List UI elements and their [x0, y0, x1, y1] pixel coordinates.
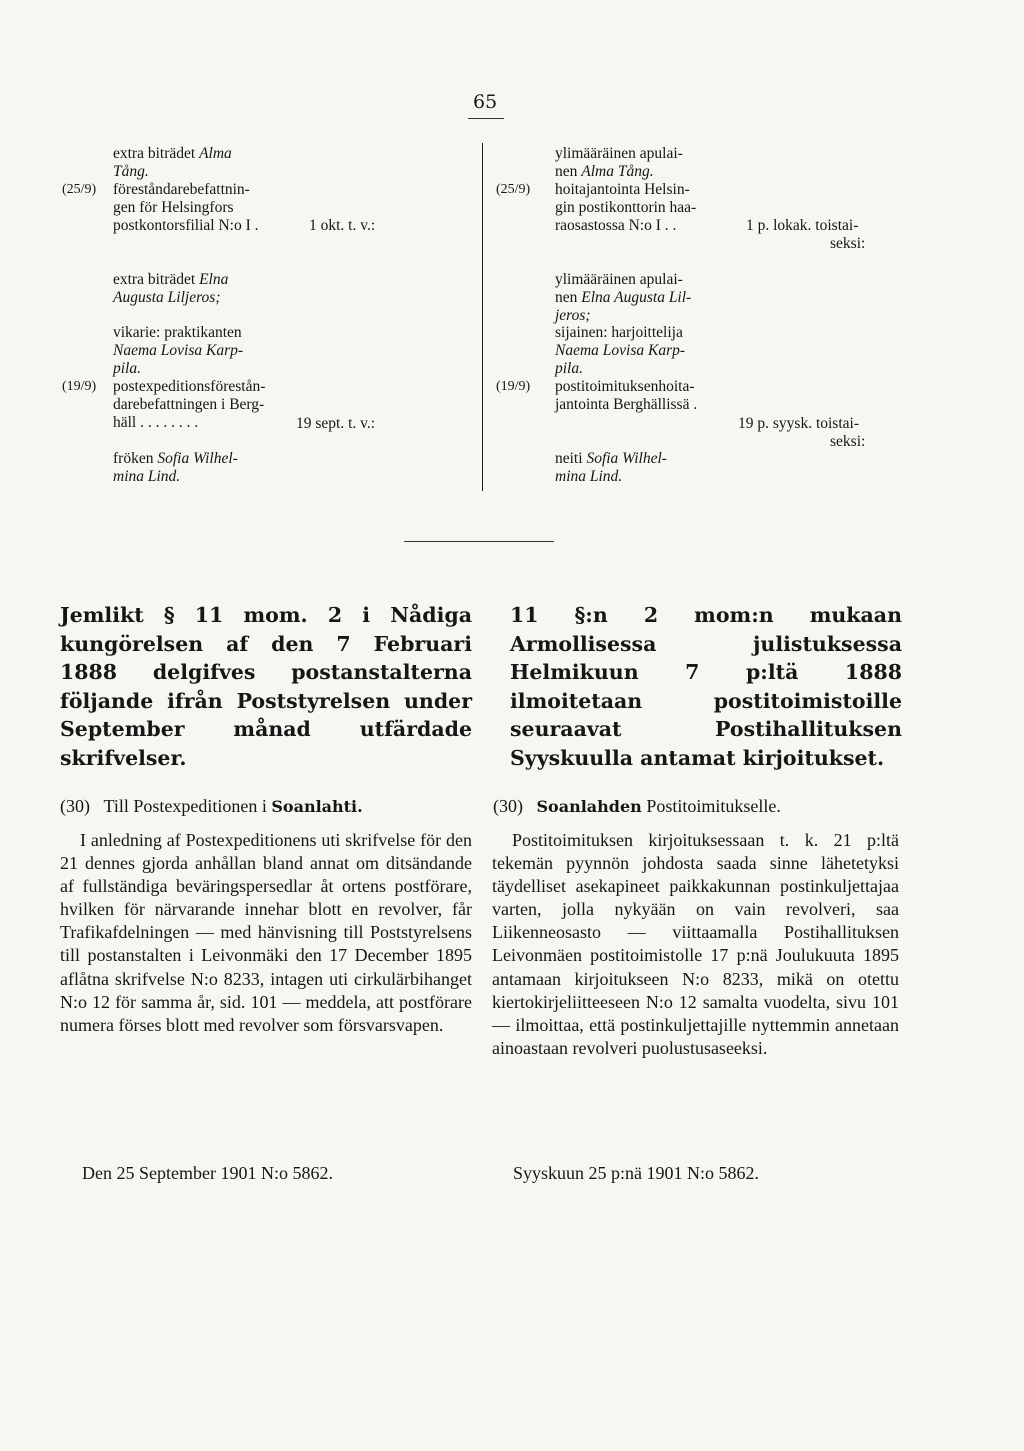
right-date: seksi: [830, 433, 866, 450]
letter-number: (30) [493, 796, 523, 816]
right-entry: postitoimituksenhoita- jantointa Berghällissä . [555, 378, 698, 413]
addressee-place: Soanlahti. [271, 797, 363, 816]
left-entry: extra biträdet Alma Tång. [113, 145, 232, 180]
addressee-place: Soanlahden [536, 797, 642, 816]
left-entry: vikarie: praktikanten Naema Lovisa Karp- pila. [113, 324, 244, 377]
addressee-prefix: Till Postexpeditionen i [103, 796, 267, 816]
page-number-underline [468, 118, 504, 119]
signature-swedish: Den 25 September 1901 N:o 5862. [82, 1163, 333, 1183]
left-entry: extra biträdet Elna Augusta Liljeros; [113, 271, 229, 306]
left-date: 19 sept. t. v.: [296, 415, 376, 432]
left-entry-date-number: (25/9) [62, 182, 97, 197]
right-entry: neiti Sofia Wilhel- mina Lind. [555, 450, 667, 485]
addressee-swedish [60, 795, 363, 818]
heading-finnish: 11 §:n 2 mom:n mukaan Armollisessa julistuksessa Helmikuun 7 p:ltä 1888 ilmoitetaan postitoimistoille seuraavat Postihallituksen Syyskuulla antamat kirjoitukset. [510, 603, 902, 770]
right-entry-date-number: (19/9) [496, 379, 531, 394]
letter-body-finnish [492, 829, 899, 1060]
right-entry: ylimääräinen apulai- nen Elna Augusta Lil- jeros; [555, 271, 692, 324]
letter-body-text: Postitoimituksen kirjoituksessaan t. k. 21 p:ltä tekemän pyynnön johdosta saada sinne lähetetyksi täydelliset asekapineet paikkakunnan postinkuljettajaa varten, jolla nykyään on vain revolveri, saa Liikenneosasto — viittaamalla Postihallituksen Leivonmäen postitoimistolle 17 p:nä Joulukuuta 1895 antamaan kirjoitukseen N:o 8233, mikä on otettu kiertokirjeliitteeseen N:o 12 samalta vuodelta, sivu 101 — ilmoittaa, että postinkuljettajille nyttemmin annetaan ainoastaan revolveri puolustusaseeksi. [492, 830, 899, 1058]
right-entry-date-number: (25/9) [496, 182, 531, 197]
right-entry: hoitajantointa Helsin- gin postikonttorin haa- raosastossa N:o I . . [555, 181, 697, 234]
heading-swedish: Jemlikt § 11 mom. 2 i Nådiga kungörelsen af den 7 Februari 1888 delgifves postanstalterna följande ifrån Poststyrelsen under September månad utfärdade skrifvelser. [60, 603, 472, 770]
addressee-finnish [493, 795, 781, 818]
left-entry: postexpeditionsförestån- darebefattningen i Berg- häll . . . . . . . . [113, 378, 266, 431]
letter-number: (30) [60, 796, 90, 816]
right-date: 19 p. syysk. toistai- [738, 415, 859, 432]
section-divider [404, 541, 554, 542]
right-entry: sijainen: harjoittelija Naema Lovisa Karp- pila. [555, 324, 686, 377]
column-divider [482, 143, 483, 491]
signature-finnish: Syyskuun 25 p:nä 1901 N:o 5862. [513, 1163, 760, 1183]
left-entry: föreståndarebefattnin- gen för Helsingfors postkontorsfilial N:o I . [113, 181, 259, 234]
right-date: seksi: [830, 235, 866, 252]
letter-body-text: I anledning af Postexpeditionens uti skrifvelse för den 21 dennes gjorda anhållan bland annat om ditsändande af fullständiga beväringspersedlar åt ortens postförare, hvilken för närvarande innehar blott en revolver, får Trafikafdelningen — med hänvisning till Poststyrelsens till postanstalten i Leivonmäki den 17 December 1895 aflåtna skrifvelse N:o 8233, intagen uti cirkulärbihanget N:o 12 för samma år, sid. 101 — meddela, att postförare numera förses blott med revolver som försvarsvapen. [60, 830, 472, 1035]
letter-body-swedish [60, 829, 472, 1037]
right-entry: ylimääräinen apulai- nen Alma Tång. [555, 145, 683, 180]
left-entry-date-number: (19/9) [62, 379, 97, 394]
left-entry: fröken Sofia Wilhel- mina Lind. [113, 450, 238, 485]
addressee-suffix: Postitoimitukselle. [646, 796, 781, 816]
right-date: 1 p. lokak. toistai- [746, 217, 859, 234]
page-number: 65 [473, 91, 498, 113]
left-date: 1 okt. t. v.: [309, 217, 376, 234]
